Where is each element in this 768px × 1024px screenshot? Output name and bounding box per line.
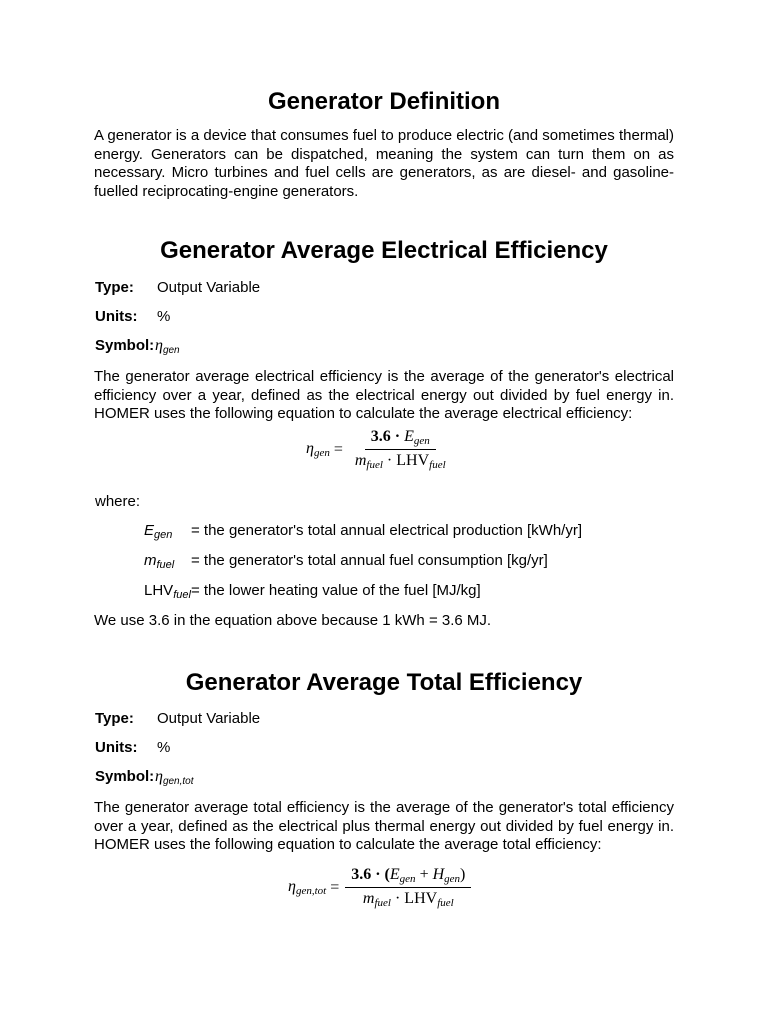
definition-term [144, 552, 191, 574]
definition-term [144, 522, 191, 544]
eq-numerator [345, 866, 471, 888]
eq-num-var2: H [432, 866, 445, 883]
section-title-generator-definition: Generator Definition [267, 88, 501, 115]
eq-numerator [365, 428, 436, 450]
eq-num-sub1: gen [399, 873, 416, 885]
eq-fraction [345, 866, 471, 909]
symbol-main: η [155, 768, 163, 785]
term-main: LHV [144, 582, 174, 599]
eq-fraction [349, 428, 452, 471]
type-value: Output Variable [157, 710, 261, 727]
type-field [95, 710, 260, 728]
eq-den-sub2: fuel [429, 459, 446, 471]
eq-den-var: m [362, 890, 375, 907]
total-efficiency-equation [288, 866, 471, 909]
symbol-sub: gen,tot [162, 776, 194, 787]
equation-note: We use 3.6 in the equation above because 1 kWh = 3.6 MJ. [94, 612, 492, 629]
units-value: % [157, 308, 171, 325]
eq-denominator [349, 450, 452, 471]
symbol-label: Symbol: [95, 337, 155, 354]
section-title-total-efficiency: Generator Average Total Efficiency [185, 669, 583, 696]
symbol-field [95, 337, 180, 360]
eq-lhs-sub: gen [313, 447, 330, 459]
symbol-sub: gen [162, 345, 180, 356]
eq-num-coef: 3.6 · [370, 428, 405, 445]
eq-den-sub2: fuel [437, 897, 454, 909]
symbol-field [95, 768, 194, 791]
definition-row [144, 522, 582, 544]
eq-num-sub: gen [413, 435, 430, 447]
units-field [95, 308, 170, 326]
term-sub: fuel [156, 559, 175, 571]
units-value: % [157, 739, 171, 756]
electrical-efficiency-equation [306, 428, 452, 471]
symbol-value [155, 768, 194, 785]
eq-lhs-sub: gen,tot [295, 885, 327, 897]
eq-lhs-symbol: η [306, 440, 314, 457]
definition-row [144, 582, 481, 604]
term-main: m [144, 552, 157, 569]
term-sub: gen [154, 529, 173, 541]
definition-row [144, 552, 548, 574]
eq-den-lhv: · LHV [390, 890, 438, 907]
eq-lhs [306, 440, 330, 459]
units-label: Units: [95, 308, 138, 325]
term-sub: fuel [173, 589, 191, 601]
definition-desc: = the generator's total annual fuel consumption [kg/yr] [191, 552, 548, 569]
eq-den-sub: fuel [366, 459, 383, 471]
eq-num-var: E [404, 428, 414, 445]
eq-num-plus: + [415, 866, 433, 883]
definition-desc: = the lower heating value of the fuel [MJ/kg] [190, 582, 481, 599]
eq-equals: = [330, 878, 340, 896]
type-label: Type: [95, 279, 134, 296]
type-label: Type: [95, 710, 134, 727]
symbol-value [155, 337, 180, 354]
type-field [95, 279, 260, 297]
eq-lhs-symbol: η [288, 878, 296, 895]
units-label: Units: [95, 739, 138, 756]
type-value: Output Variable [157, 279, 261, 296]
term-main: E [144, 522, 155, 539]
eq-lhs [288, 878, 326, 897]
symbol-main: η [155, 337, 163, 354]
total-efficiency-paragraph: The generator average total efficiency is the average of the generator's total efficiency over a year, defined as the electrical plus thermal energy out divided by fuel energy in. HOMER uses the following equation to calculate the average total efficiency: [94, 799, 674, 853]
definition-desc: = the generator's total annual electrical production [kWh/yr] [191, 522, 582, 539]
eq-den-var: m [354, 452, 367, 469]
symbol-label: Symbol: [95, 768, 155, 785]
units-field [95, 739, 170, 757]
eq-num-sub2: gen [444, 873, 461, 885]
eq-den-lhv: · LHV [382, 452, 430, 469]
section-title-electrical-efficiency: Generator Average Electrical Efficiency [160, 237, 608, 264]
eq-den-sub: fuel [374, 897, 391, 909]
eq-denominator [357, 888, 460, 909]
eq-equals: = [333, 440, 343, 458]
generator-definition-paragraph: A generator is a device that consumes fuel to produce electric (and sometimes thermal) energy. Generators can be dispatched, meaning the system can turn them on as necessary. Micro turbines and fuel cells are generators, as are diesel- and gasoline-fuelled reciprocating-engine generators. [94, 127, 674, 200]
eq-num-var1: E [389, 866, 400, 883]
where-label: where: [95, 493, 141, 510]
definition-term [144, 582, 191, 604]
eq-num-close: ) [460, 866, 466, 883]
electrical-efficiency-paragraph: The generator average electrical efficiency is the average of the generator's electrical efficiency over a year, defined as the electrical energy out divided by fuel energy in. HOMER uses the following equation to calculate the average electrical efficiency: [94, 368, 674, 422]
eq-num-coef: 3.6 · ( [351, 866, 390, 883]
